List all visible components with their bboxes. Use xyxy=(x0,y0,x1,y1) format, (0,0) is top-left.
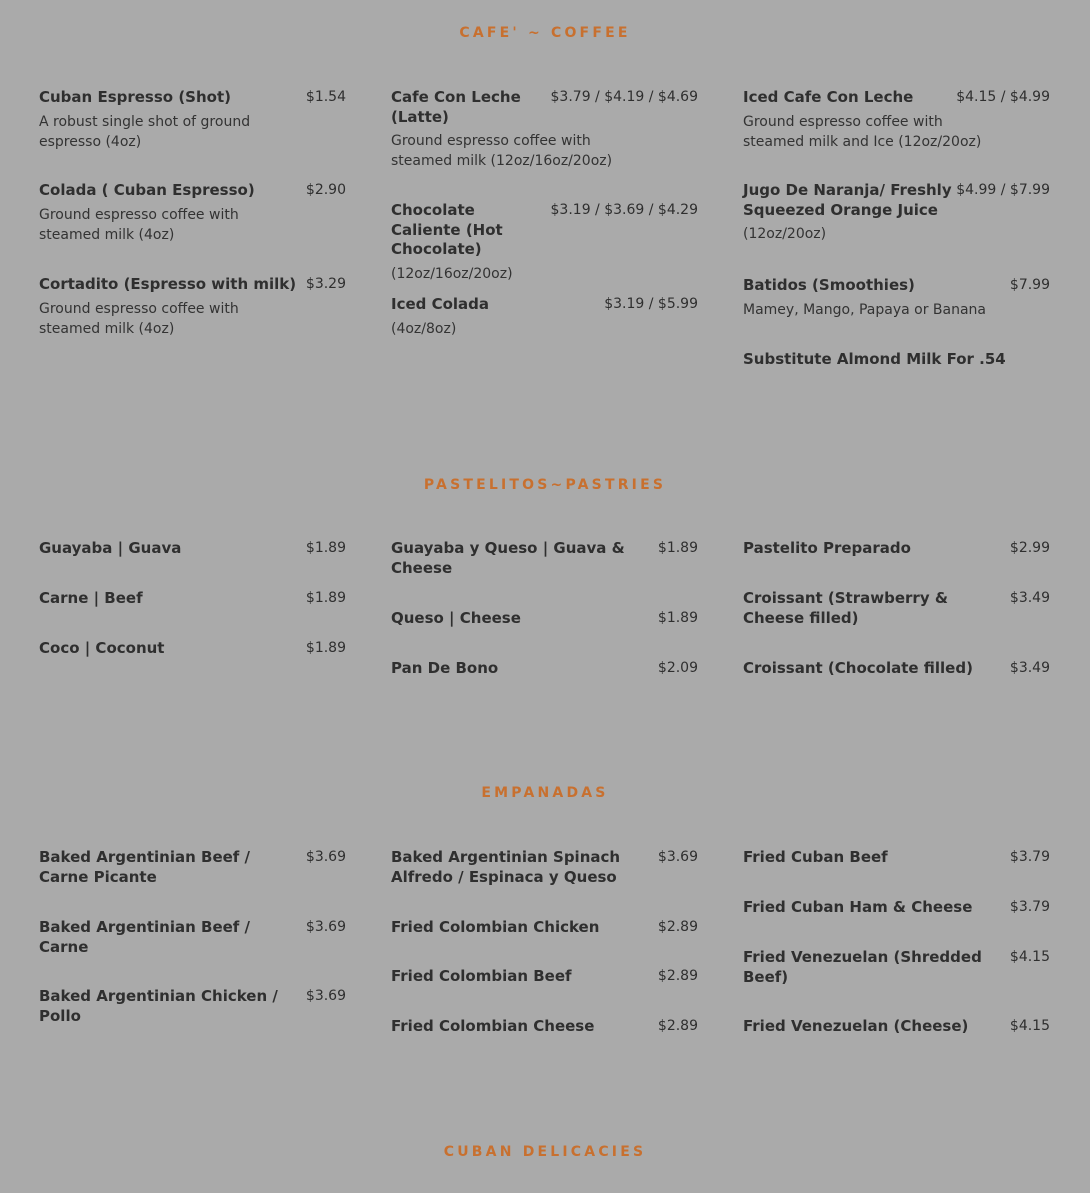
item-name: Fried Colombian Beef xyxy=(391,967,572,985)
menu-item xyxy=(391,539,698,578)
item-name: Queso | Cheese xyxy=(391,609,521,627)
section-title: PASTELITOS~PASTRIES xyxy=(423,477,667,493)
menu-item xyxy=(743,659,1050,679)
item-description: Ground espresso coffee with steamed milk and Ice (12oz/20oz) xyxy=(743,113,982,150)
item-name: Chocolate Caliente (Hot Chocolate) xyxy=(391,201,503,258)
item-description: Ground espresso coffee with steamed milk (4oz) xyxy=(39,206,239,243)
item-price: $3.19 / $5.99 xyxy=(604,296,698,312)
menu-item xyxy=(391,967,698,987)
item-name: Substitute Almond Milk For .54 xyxy=(743,350,1006,368)
menu-item xyxy=(743,848,1050,868)
item-price: $2.89 xyxy=(657,919,698,935)
item-price: $2.99 xyxy=(1009,540,1050,556)
item-name: Coco | Coconut xyxy=(39,639,165,657)
item-price: $1.89 xyxy=(305,640,346,656)
item-name: Iced Colada xyxy=(391,295,490,313)
menu-item xyxy=(743,948,1050,987)
menu-item xyxy=(39,539,346,559)
section-title: EMPANADAS xyxy=(481,785,609,801)
menu-item xyxy=(39,88,346,152)
item-name: Fried Venezuelan (Cheese) xyxy=(743,1017,969,1035)
item-name: Cafe Con Leche (Latte) xyxy=(391,88,521,126)
item-price: $3.49 xyxy=(1009,590,1050,606)
item-name: Guayaba | Guava xyxy=(39,539,182,557)
item-price: $3.79 xyxy=(1009,849,1050,865)
item-name: Fried Cuban Beef xyxy=(743,848,888,866)
item-name: Batidos (Smoothies) xyxy=(743,276,915,294)
item-description: (4oz/8oz) xyxy=(391,320,457,337)
item-price: $7.99 xyxy=(1009,277,1050,293)
item-price: $1.89 xyxy=(305,590,346,606)
item-name: Fried Colombian Cheese xyxy=(391,1017,595,1035)
item-name: Iced Cafe Con Leche xyxy=(743,88,914,106)
menu-item xyxy=(391,848,698,887)
menu-item xyxy=(743,276,1050,320)
menu-item xyxy=(743,539,1050,559)
item-description: Mamey, Mango, Papaya or Banana xyxy=(743,301,987,318)
item-name: Colada ( Cuban Espresso) xyxy=(39,181,255,199)
item-name: Fried Cuban Ham & Cheese xyxy=(743,898,973,916)
menu-item xyxy=(743,1017,1050,1037)
item-price: $3.69 xyxy=(305,849,346,865)
item-price: $3.69 xyxy=(305,919,346,935)
item-price: $3.69 xyxy=(305,988,346,1004)
item-price: $1.89 xyxy=(657,610,698,626)
item-price: $1.54 xyxy=(305,89,346,105)
item-price: $3.79 / $4.19 / $4.69 xyxy=(550,89,698,105)
section-title: CUBAN DELICACIES xyxy=(443,1144,647,1160)
item-name: Jugo De Naranja/ Freshly Squeezed Orange Juice xyxy=(743,181,952,219)
item-price: $4.99 / $7.99 xyxy=(956,182,1050,198)
item-name: Carne | Beef xyxy=(39,589,143,607)
menu-item xyxy=(39,987,346,1026)
menu-item xyxy=(391,295,698,339)
item-description: Ground espresso coffee with steamed milk (4oz) xyxy=(39,300,239,337)
item-name: Baked Argentinian Beef / Carne Picante xyxy=(39,848,251,886)
menu-item xyxy=(743,589,1050,628)
item-name: Pan De Bono xyxy=(391,659,499,677)
item-price: $4.15 xyxy=(1009,1018,1050,1034)
item-name: Croissant (Strawberry & Cheese filled) xyxy=(743,589,948,627)
item-name: Croissant (Chocolate filled) xyxy=(743,659,973,677)
item-name: Baked Argentinian Beef / Carne xyxy=(39,918,251,956)
menu-item xyxy=(743,350,1050,370)
item-price: $4.15 xyxy=(1009,949,1050,965)
menu-item xyxy=(743,181,1050,244)
item-name: Baked Argentinian Spinach Alfredo / Espinaca y Queso xyxy=(391,848,621,886)
menu-item xyxy=(39,181,346,245)
menu-item xyxy=(391,659,698,679)
menu-item xyxy=(743,898,1050,918)
item-price: $3.79 xyxy=(1009,899,1050,915)
item-price: $2.89 xyxy=(657,1018,698,1034)
item-price: $2.90 xyxy=(305,182,346,198)
item-price: $3.29 xyxy=(305,276,346,292)
item-name: Guayaba y Queso | Guava & Cheese xyxy=(391,539,625,577)
item-name: Pastelito Preparado xyxy=(743,539,911,557)
menu-item xyxy=(743,88,1050,152)
item-price: $1.89 xyxy=(657,540,698,556)
menu-item xyxy=(391,609,698,629)
menu-item xyxy=(391,88,698,171)
menu-item xyxy=(39,275,346,339)
item-price: $2.09 xyxy=(657,660,698,676)
item-price: $4.15 / $4.99 xyxy=(956,89,1050,105)
item-price: $3.49 xyxy=(1009,660,1050,676)
item-name: Fried Venezuelan (Shredded Beef) xyxy=(743,948,982,986)
item-name: Fried Colombian Chicken xyxy=(391,918,600,936)
item-name: Cortadito (Espresso with milk) xyxy=(39,275,297,293)
menu-item xyxy=(391,1017,698,1037)
menu-item xyxy=(391,201,698,284)
item-name: Cuban Espresso (Shot) xyxy=(39,88,231,106)
item-price: $3.69 xyxy=(657,849,698,865)
menu-item xyxy=(39,848,346,887)
menu-item xyxy=(39,918,346,957)
menu-item xyxy=(391,918,698,938)
item-description: (12oz/20oz) xyxy=(743,226,827,242)
menu-item xyxy=(39,589,346,609)
menu-item xyxy=(39,639,346,659)
item-description: Ground espresso coffee with steamed milk (12oz/16oz/20oz) xyxy=(391,133,613,169)
item-name: Baked Argentinian Chicken / Pollo xyxy=(39,987,278,1025)
item-price: $1.89 xyxy=(305,540,346,556)
item-price: $2.89 xyxy=(657,968,698,984)
item-description: A robust single shot of ground espresso (4oz) xyxy=(39,113,251,150)
item-price: $3.19 / $3.69 / $4.29 xyxy=(550,202,698,218)
section-title: CAFE' ~ COFFEE xyxy=(459,25,631,41)
item-description: (12oz/16oz/20oz) xyxy=(391,265,513,282)
